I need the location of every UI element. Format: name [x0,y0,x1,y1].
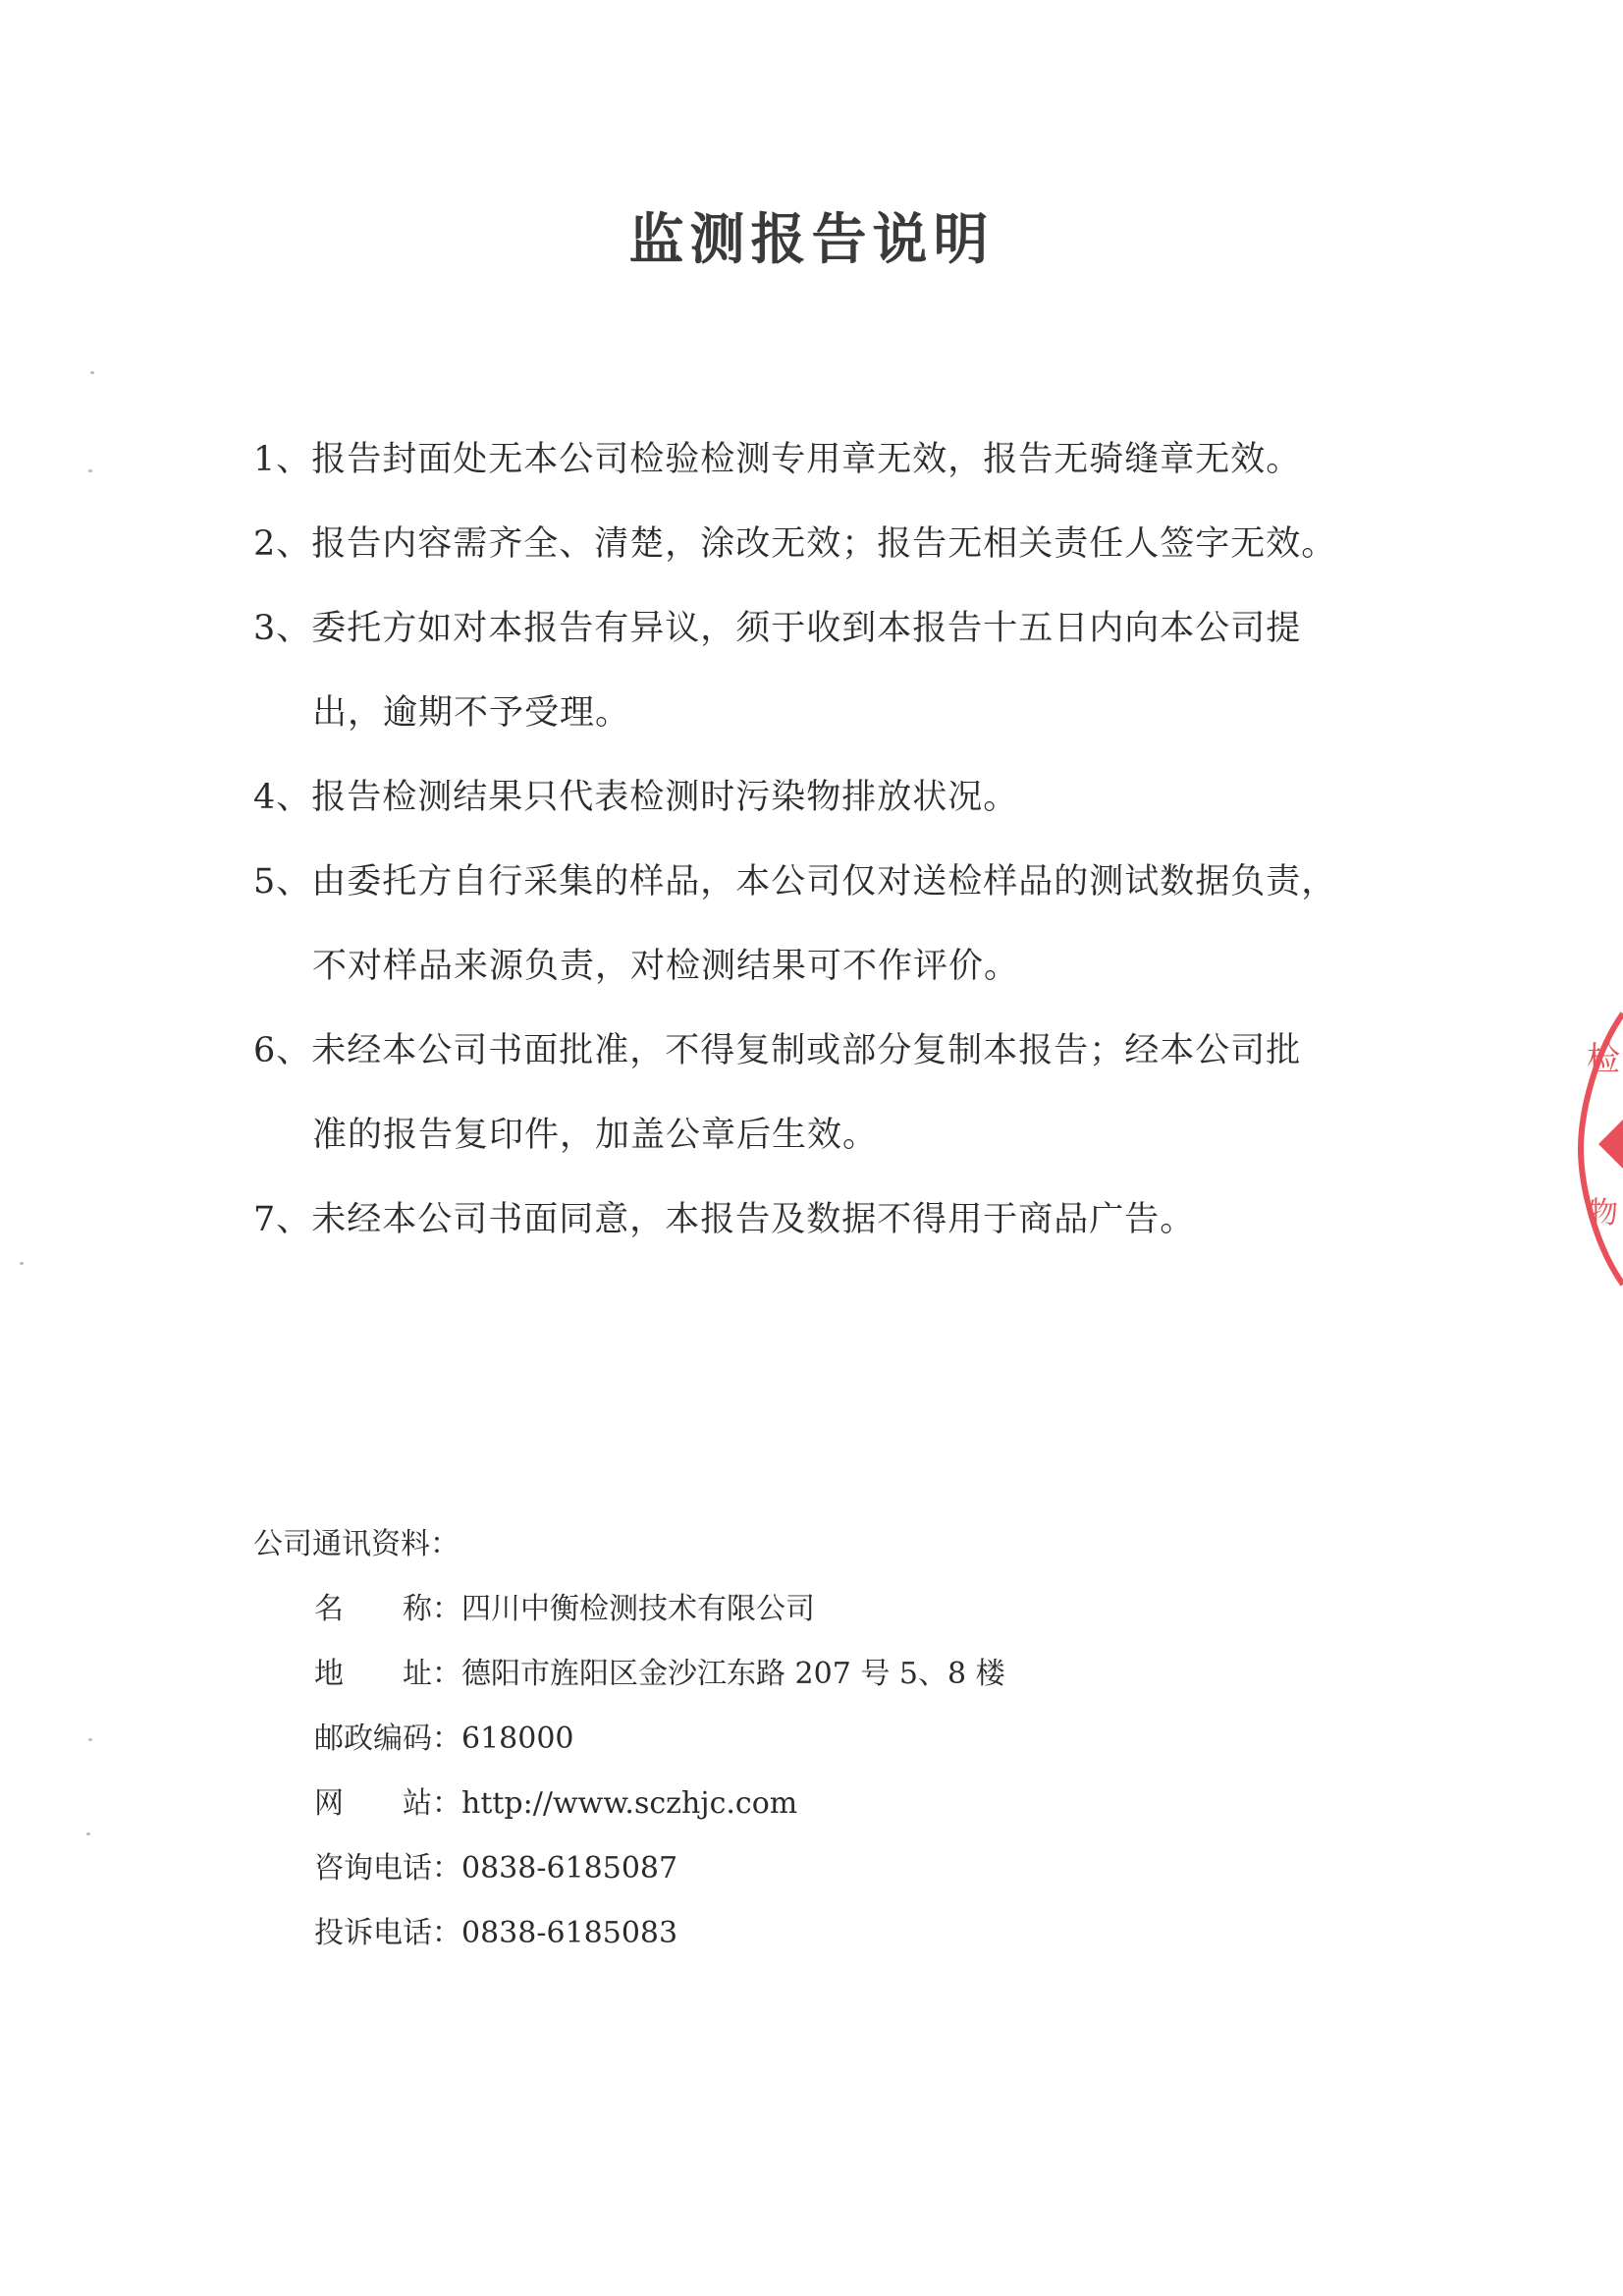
contact-row-address [253,1642,1235,1707]
note-line: 1、报告封面处无本公司检验检测专用章无效，报告无骑缝章无效。 [253,440,1302,479]
scan-speck [90,371,94,374]
contact-value: http://www.sczhjc.com [461,1786,798,1821]
note-item [253,417,1397,502]
note-line: 7、未经本公司书面同意，本报告及数据不得用于商品广告。 [253,1200,1196,1239]
note-item [253,840,1397,1009]
contact-heading: 公司通讯资料： [253,1527,460,1561]
scan-speck [86,1832,90,1835]
note-item [253,586,1397,755]
note-line: 5、由委托方自行采集的样品，本公司仅对送检样品的测试数据负责， [253,862,1337,902]
note-line-continued: 不对样品来源负责，对检测结果可不作评价。 [312,947,1020,986]
note-line-continued: 出，逾期不予受理。 [312,693,631,733]
contact-label: 名 称： [314,1592,461,1626]
seal-star-icon [1598,1120,1623,1169]
note-line: 4、报告检测结果只代表检测时污染物排放状况。 [253,778,1019,817]
scan-speck [88,1738,92,1741]
seal-char: 物 [1589,1196,1618,1230]
scan-speck [88,469,92,472]
contact-label: 咨询电话： [314,1851,461,1886]
contact-value: 0838-6185083 [461,1916,678,1950]
page-title: 监测报告说明 [628,207,995,272]
notes-list [253,417,1397,1262]
note-item [253,1009,1397,1177]
contact-row-inquiry-phone [253,1836,1235,1901]
seal-char: 检 [1587,1040,1620,1079]
contact-label: 网 站： [314,1786,461,1821]
contact-value: 618000 [461,1722,574,1756]
contact-label: 地 址： [314,1657,461,1691]
contact-info [253,1512,1235,1966]
contact-label: 投诉电话： [314,1916,461,1950]
note-item [253,755,1397,840]
contact-row-website [253,1772,1235,1836]
contact-value: 四川中衡检测技术有限公司 [461,1592,815,1626]
scan-speck [20,1262,24,1265]
contact-value: 0838-6185087 [461,1851,678,1886]
contact-row-complaint-phone [253,1901,1235,1966]
note-line: 3、委托方如对本报告有异议，须于收到本报告十五日内向本公司提 [253,609,1302,648]
note-item [253,1177,1397,1262]
seal-stamp-partial [1577,1011,1623,1286]
contact-label: 邮政编码： [314,1722,461,1756]
contact-row-name [253,1577,1235,1642]
contact-row-postcode [253,1707,1235,1772]
note-item [253,502,1397,586]
note-line-continued: 准的报告复印件，加盖公章后生效。 [312,1116,879,1155]
note-line: 2、报告内容需齐全、清楚，涂改无效；报告无相关责任人签字无效。 [253,524,1337,564]
note-line: 6、未经本公司书面批准，不得复制或部分复制本报告；经本公司批 [253,1031,1302,1070]
contact-value: 德阳市旌阳区金沙江东路 207 号 5、8 楼 [461,1657,1005,1691]
